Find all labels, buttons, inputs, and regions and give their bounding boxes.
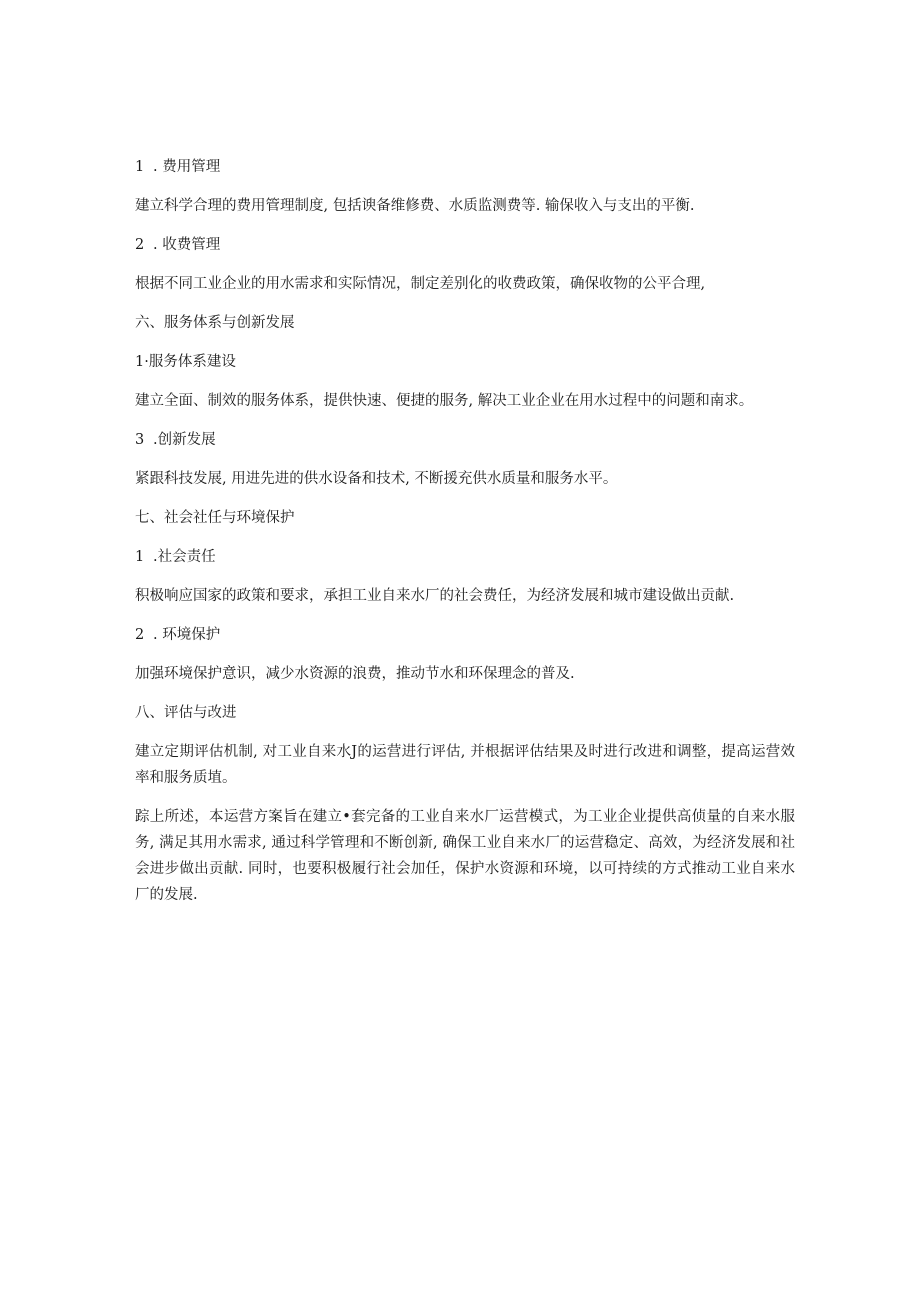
paragraph-fee-collection: 根据不同工业企业的用水需求和实际情况，制定差别化的收费政策，确保收物的公平合理, (135, 276, 706, 292)
paragraph-conclusion: 踪上所述，本运营方案旨在建立•套完备的工业自来水厂运营模式，为工业企业提供高侦量的自来水服务, 满足其用水需求, 通过科学管理和不断创新, 确保工业自来水厂的运营稳定、高效，为经济发展和社会进步做出贡献. 同时，也要积极履行社会加任，保护水资源和环境，以可持续的方式推动工业自来水厂的发展. (135, 809, 795, 903)
section-heading-service-system (135, 349, 795, 375)
chapter-heading-evaluation-improvement (135, 700, 795, 726)
paragraph-social-responsibility: 积极响应国家的政策和要求，承担工业自来水厂的社会费任，为经济发展和城市建设做出贡献. (135, 588, 735, 604)
heading-number: 2 (135, 237, 145, 253)
heading-text: 七、社会社任与环境保护 (135, 510, 295, 526)
heading-number: 1 (135, 549, 145, 565)
heading-text: . 收费管理 (153, 237, 221, 253)
paragraph-evaluation-improvement: 建立定期评估机制, 对工业自来水J的运营进行评估, 并根据评估结果及时进行改进和调整，提高运营效率和服务质埴。 (135, 744, 795, 786)
heading-number: 1 (135, 159, 145, 175)
section-heading-innovation (135, 427, 795, 453)
document-body (135, 154, 795, 921)
heading-number: 3 (135, 432, 145, 448)
section-heading-fee-collection (135, 232, 795, 258)
section-heading-environmental-protection (135, 622, 795, 648)
heading-text: .社会责任 (153, 549, 216, 565)
section-heading-cost-management (135, 154, 795, 180)
heading-text: 六、服务体系与创新发展 (135, 315, 295, 331)
chapter-heading-service-innovation (135, 310, 795, 336)
heading-text: . 环境保护 (153, 627, 221, 643)
paragraph-environmental-protection: 加强环境保护意识，减少水资源的浪费，推动节水和环保理念的普及. (135, 666, 575, 682)
heading-number: 2 (135, 627, 145, 643)
section-heading-social-responsibility (135, 544, 795, 570)
paragraph-innovation: 紧跟科技发展, 用进先进的供水设备和技术, 不断援充供水质量和服务水平。 (135, 471, 618, 487)
heading-text: .创新发展 (153, 432, 216, 448)
paragraph-cost-management: 建立科学合理的费用管理制度, 包括谀备维修费、水质监测费等. 输保收入与支出的平衡. (135, 198, 695, 214)
chapter-heading-social-environment (135, 505, 795, 531)
paragraph-service-system: 建立全面、制效的服务体系，提供快速、便捷的服务, 解决工业企业在用水过程中的问题和南求。 (135, 393, 754, 409)
heading-text: 1·服务体系建设 (135, 354, 236, 370)
heading-text: 八、评估与改进 (135, 705, 237, 721)
heading-text: . 费用管理 (153, 159, 221, 175)
